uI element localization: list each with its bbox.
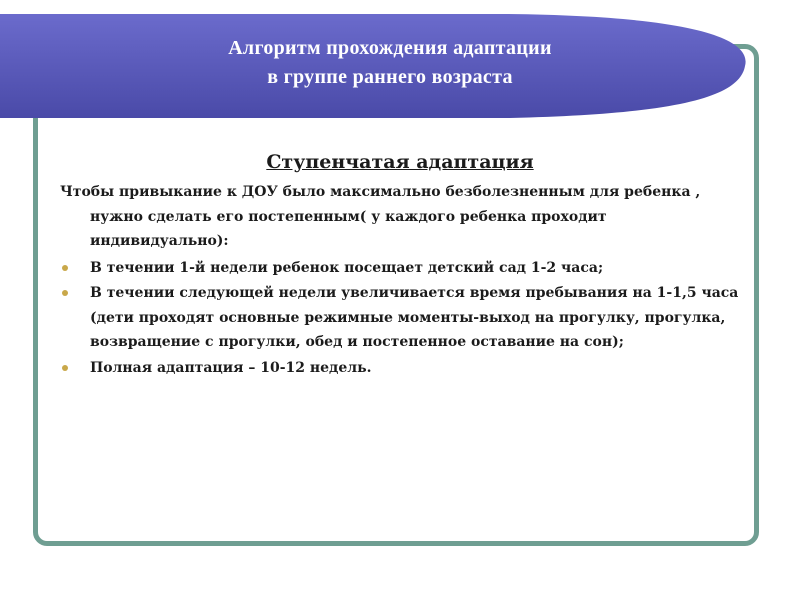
title-line-2: в группе раннего возраста bbox=[267, 66, 513, 88]
title-line-1: Алгоритм прохождения адаптации bbox=[228, 37, 552, 59]
section-subtitle: Ступенчатая адаптация bbox=[266, 151, 534, 173]
slide-body bbox=[60, 150, 750, 381]
bullet-item bbox=[60, 281, 750, 355]
bullet-list bbox=[60, 256, 750, 381]
slide-title bbox=[155, 34, 625, 92]
bullet-dot-icon bbox=[62, 290, 68, 296]
bullet-item bbox=[60, 356, 750, 381]
bullet-dot-icon bbox=[62, 365, 68, 371]
bullet-text: В течении 1-й недели ребенок посещает детский сад 1-2 часа; bbox=[90, 259, 604, 276]
intro-paragraph: Чтобы привыкание к ДОУ было максимально безболезненным для ребенка , нужно сделать его постепенным( у каждого ребенка проходит индивидуально): bbox=[60, 184, 701, 249]
bullet-text: Полная адаптация – 10-12 недель. bbox=[90, 359, 372, 376]
bullet-item bbox=[60, 256, 750, 281]
bullet-dot-icon bbox=[62, 265, 68, 271]
bullet-text: В течении следующей недели увеличивается время пребывания на 1-1,5 часа (дети проходят основные режимные моменты-выход на прогулку, прогулка, возвращение с прогулки, обед и постепенное оставание на сон); bbox=[90, 285, 739, 350]
